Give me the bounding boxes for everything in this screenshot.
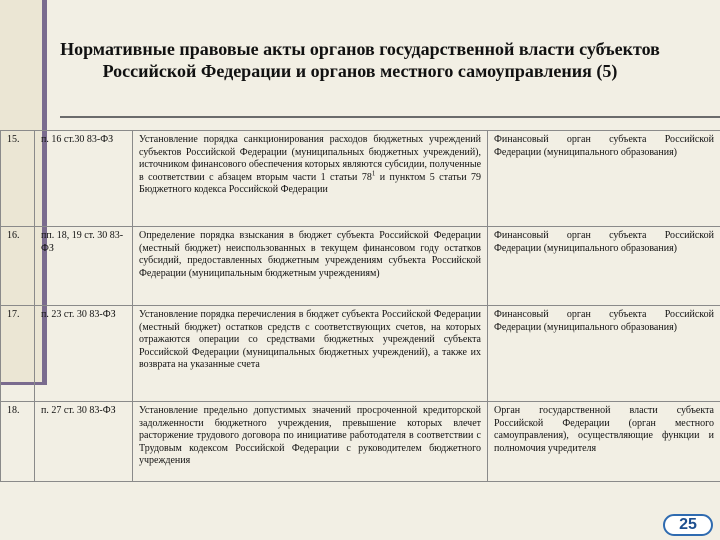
table-row — [1, 131, 720, 227]
legal-reference: п. 23 ст. 30 83-ФЗ — [35, 306, 133, 402]
legal-reference: п. 27 ст. 30 83-ФЗ — [35, 402, 133, 482]
row-number: 16. — [1, 227, 35, 306]
legal-reference: пп. 18, 19 ст. 30 83-ФЗ — [35, 227, 133, 306]
acts-table — [0, 130, 720, 482]
act-description: Установление порядка санкционирования расходов бюджетных учреждений субъектов Российской Федерации (муниципальных бюджетных учреждений), источником финансового обеспечения которых являются субсидии, полученные в соответствии с абзацем вторым части 1 статьи $78^1$ и пунктом 5 статьи 79 Бюджетного кодекса Российской Федерации — [133, 131, 488, 227]
title-underline — [60, 116, 720, 118]
act-description: Определение порядка взыскания в бюджет субъекта Российской Федерации (местный бюджет) неиспользованных в текущем финансовом году остатков субсидий, предоставленных бюджетным учреждениям субъекта Российской Федерации (муниципальным бюджетным учреждениям) — [133, 227, 488, 306]
superscript: 1 — [371, 169, 376, 178]
row-number: 18. — [1, 402, 35, 482]
act-description: Установление порядка перечисления в бюджет субъекта Российской Федерации (местный бюджет) остатков средств с соответствующих счетов, на которых отражаются операции со средствами бюджетных учреждений субъекта Российской Федерации (муниципальных бюджетных учреждений), а также их возврата на указанные счета — [133, 306, 488, 402]
row-number: 15. — [1, 131, 35, 227]
table-row — [1, 402, 720, 482]
legal-reference: п. 16 ст.30 83-ФЗ — [35, 131, 133, 227]
responsible-body: Финансовый орган субъекта Российской Федерации (муниципального образования) — [488, 131, 720, 227]
page-number-badge: 25 — [663, 514, 713, 536]
table-row — [1, 227, 720, 306]
responsible-body: Финансовый орган субъекта Российской Федерации (муниципального образования) — [488, 227, 720, 306]
act-description: Установление предельно допустимых значений просроченной кредиторской задолженности бюджетного учреждения, превышение которых влечет расторжение трудового договора по инициативе работодателя в соответствии с Трудовым кодексом Российской Федерации с руководителем бюджетного учреждения — [133, 402, 488, 482]
table-row — [1, 306, 720, 402]
responsible-body: Орган государственной власти субъекта Российской Федерации (орган местного самоуправления), осуществляющие функции и полномочия учредителя — [488, 402, 720, 482]
responsible-body: Финансовый орган субъекта Российской Федерации (муниципального образования) — [488, 306, 720, 402]
slide-title: Нормативные правовые акты органов государственной власти субъектов Российской Федерации и органов местного самоуправления (5) — [60, 39, 660, 81]
row-number: 17. — [1, 306, 35, 402]
